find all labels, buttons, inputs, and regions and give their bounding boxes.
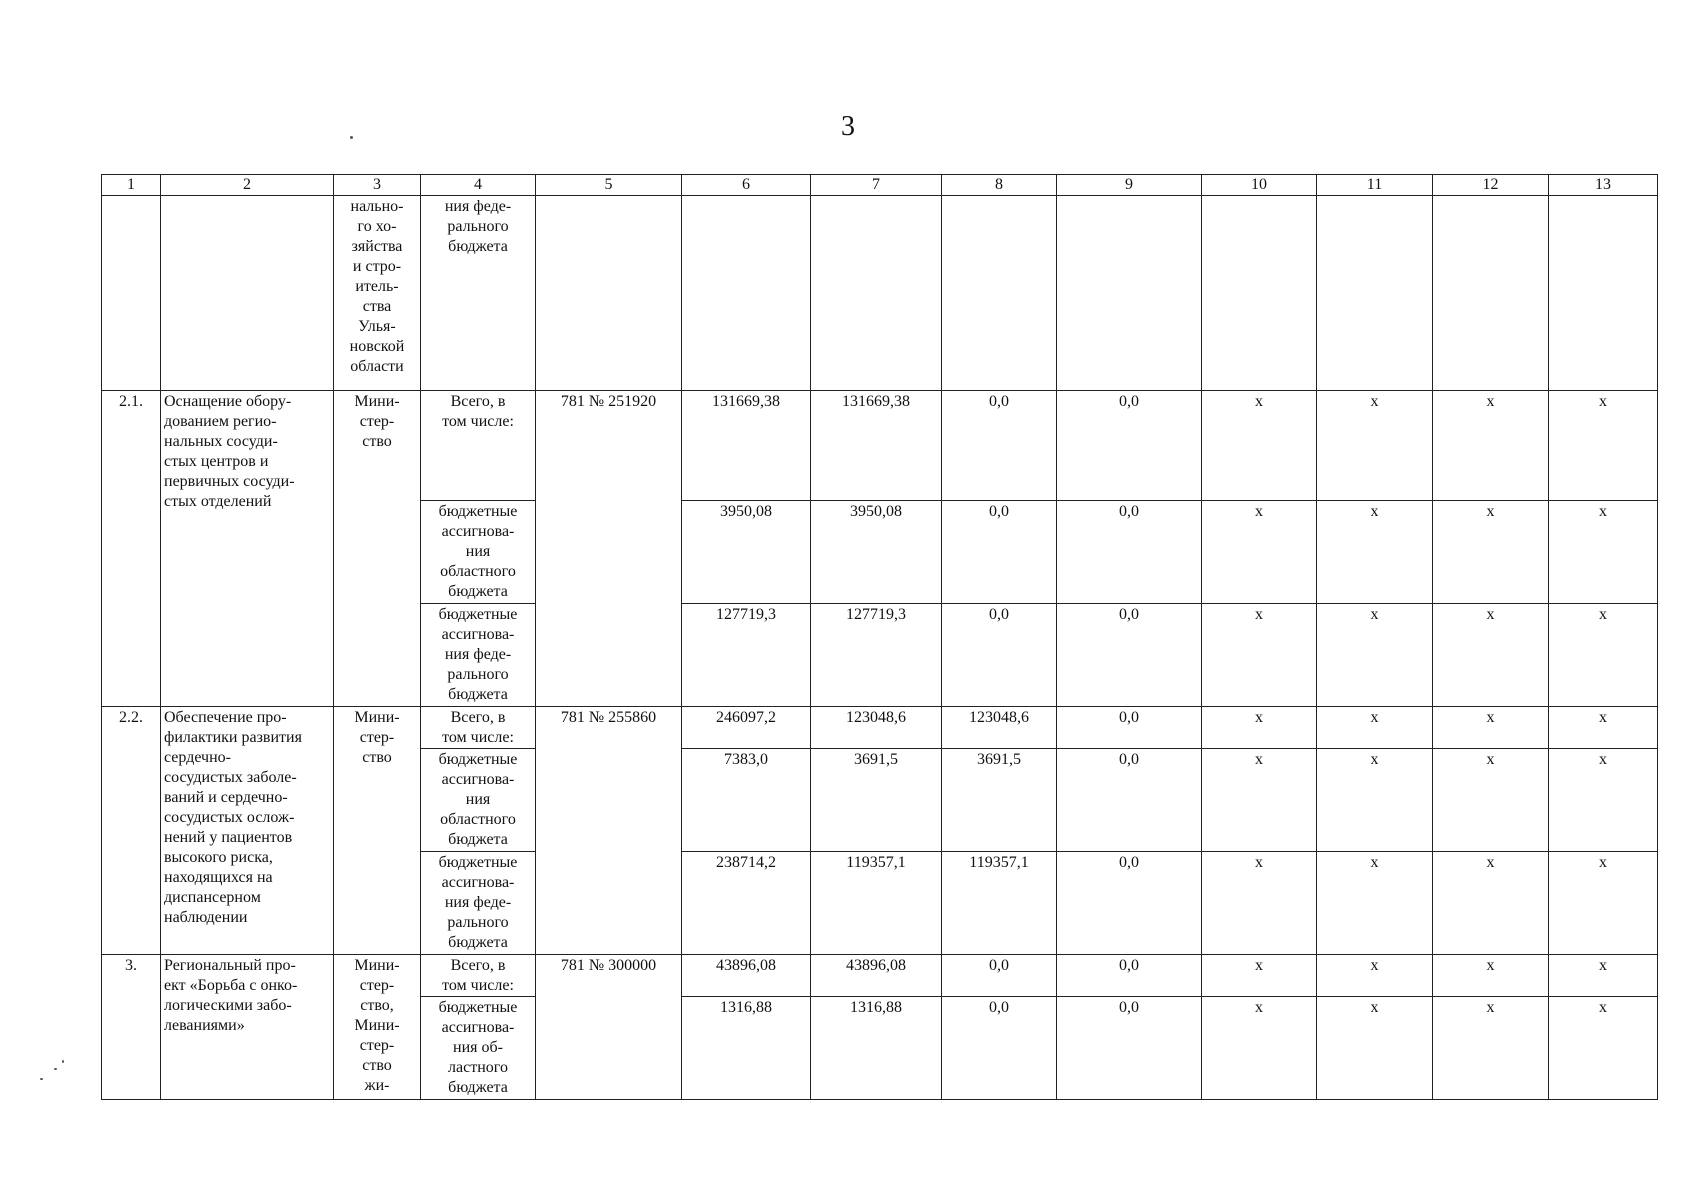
cell-text-line: ассигнова- xyxy=(441,1019,515,1036)
cell-text-line: ваний и сердечно- xyxy=(164,789,288,806)
cell-text-line: находящихся на xyxy=(164,869,273,886)
cell-text-line: стер- xyxy=(359,729,395,746)
mark-col13: x xyxy=(1549,749,1658,852)
cell-text-line: Всего, в xyxy=(450,393,506,410)
table-cell xyxy=(1057,196,1202,391)
mark-col13: x xyxy=(1549,391,1658,501)
value-col6: 238714,2 xyxy=(682,852,811,955)
page-number: 3 xyxy=(841,111,855,142)
cell-text-line: новской xyxy=(349,338,405,355)
col-header-2: 2 xyxy=(161,175,334,196)
cell-text-line: нальных сосуди- xyxy=(164,433,278,450)
mark-col11: x xyxy=(1317,749,1433,852)
budget-code: 781 № 300000 xyxy=(536,955,682,1100)
cell-text-line: Мини- xyxy=(354,957,400,974)
source-cell xyxy=(421,997,536,1100)
mark-col10: x xyxy=(1202,852,1317,955)
scan-speck xyxy=(62,1060,64,1063)
scan-speck xyxy=(40,1078,43,1080)
budget-code: 781 № 251920 xyxy=(536,391,682,707)
table-cell xyxy=(1202,196,1317,391)
mark-col10: x xyxy=(1202,391,1317,501)
value-col6: 7383,0 xyxy=(682,749,811,852)
cell-text-line: том числе: xyxy=(442,729,514,746)
item-name xyxy=(161,391,334,707)
item-number: 3. xyxy=(102,955,161,1100)
mark-col12: x xyxy=(1433,749,1549,852)
mark-col11: x xyxy=(1317,997,1433,1100)
source-cell xyxy=(421,852,536,955)
item-name xyxy=(161,707,334,955)
mark-col12: x xyxy=(1433,604,1549,707)
cell-text-line: Обеспечение про- xyxy=(164,709,287,726)
cell-text-line: бюджета xyxy=(448,583,508,600)
col-header-6: 6 xyxy=(682,175,811,196)
cell-text-line: рального xyxy=(447,218,509,235)
value-col8: 0,0 xyxy=(942,997,1057,1100)
mark-col12: x xyxy=(1433,707,1549,749)
value-col7: 123048,6 xyxy=(811,707,942,749)
cell-text-line: ния феде- xyxy=(444,198,512,215)
cell-text-line: ство xyxy=(362,1057,392,1074)
value-col9: 0,0 xyxy=(1057,852,1202,955)
cell-text-line: зяйства xyxy=(351,238,403,255)
cell-text-line: бюджета xyxy=(448,934,508,951)
cell-text-line: рального xyxy=(447,914,509,931)
table-cell xyxy=(942,196,1057,391)
cell-text-line: ния xyxy=(465,791,491,808)
cell-text-line: бюджетные xyxy=(438,854,518,871)
value-col9: 0,0 xyxy=(1057,501,1202,604)
cell-text-line: наблюдении xyxy=(164,909,248,926)
value-col8: 0,0 xyxy=(942,391,1057,501)
cell-text-line: сосудистых заболе- xyxy=(164,769,297,786)
col-header-13: 13 xyxy=(1549,175,1658,196)
mark-col10: x xyxy=(1202,955,1317,997)
mark-col10: x xyxy=(1202,501,1317,604)
cell-text-line: сосудистых ослож- xyxy=(164,809,295,826)
cell-text-line: ство, xyxy=(360,997,394,1014)
cell-text-line: бюджетные xyxy=(438,751,518,768)
cell-text-line: стер- xyxy=(359,977,395,994)
cell-text-line: Мини- xyxy=(354,709,400,726)
cell-text-line: итель- xyxy=(355,278,399,295)
mark-col10: x xyxy=(1202,997,1317,1100)
cell-text-line: бюджетные xyxy=(438,606,518,623)
mark-col13: x xyxy=(1549,997,1658,1100)
mark-col10: x xyxy=(1202,749,1317,852)
col-header-8: 8 xyxy=(942,175,1057,196)
cell-text-line: филактики развития xyxy=(164,729,302,746)
item-number: 2.1. xyxy=(102,391,161,707)
program-table xyxy=(101,174,1658,1100)
cell-text-line: ния об- xyxy=(453,1039,503,1056)
cell-text-line: диспансерном xyxy=(164,889,261,906)
executor-cell xyxy=(334,707,421,955)
cell-text-line: ластного xyxy=(448,1059,508,1076)
cell-text-line: бюджетные xyxy=(438,999,518,1016)
cell-text-line: Мини- xyxy=(354,393,400,410)
cell-text-line: сердечно- xyxy=(164,749,231,766)
value-col7: 131669,38 xyxy=(811,391,942,501)
mark-col10: x xyxy=(1202,604,1317,707)
cell-text-line: ство xyxy=(362,433,392,450)
col-header-10: 10 xyxy=(1202,175,1317,196)
value-col9: 0,0 xyxy=(1057,749,1202,852)
cell-text-line: бюджета xyxy=(448,238,508,255)
cell-text-line: ассигнова- xyxy=(441,523,515,540)
mark-col13: x xyxy=(1549,604,1658,707)
cell-text-line: стер- xyxy=(359,413,395,430)
value-col8: 3691,5 xyxy=(942,749,1057,852)
mark-col12: x xyxy=(1433,997,1549,1100)
cell-text-line: дованием регио- xyxy=(164,413,277,430)
cell-text-line: бюджетные xyxy=(438,503,518,520)
mark-col11: x xyxy=(1317,391,1433,501)
source-cell xyxy=(421,749,536,852)
col-header-5: 5 xyxy=(536,175,682,196)
cell-text-line: ния xyxy=(465,543,491,560)
mark-col13: x xyxy=(1549,852,1658,955)
source-cell xyxy=(421,501,536,604)
mark-col11: x xyxy=(1317,604,1433,707)
value-col6: 3950,08 xyxy=(682,501,811,604)
cell-text-line: Всего, в xyxy=(450,957,506,974)
carryover-row xyxy=(102,196,1658,391)
cell-text-line: ство xyxy=(362,749,392,766)
column-number-row xyxy=(102,175,1658,196)
value-col8: 0,0 xyxy=(942,501,1057,604)
value-col7: 43896,08 xyxy=(811,955,942,997)
mark-col12: x xyxy=(1433,852,1549,955)
source-cell xyxy=(421,707,536,749)
col-header-4: 4 xyxy=(421,175,536,196)
cell-text-line: ния феде- xyxy=(444,894,512,911)
scan-speck xyxy=(54,1068,57,1070)
cell-text-line: и стро- xyxy=(352,258,402,275)
value-col9: 0,0 xyxy=(1057,707,1202,749)
cell-text-line: леваниями» xyxy=(164,1017,245,1034)
mark-col11: x xyxy=(1317,955,1433,997)
table-cell xyxy=(1433,196,1549,391)
mark-col11: x xyxy=(1317,707,1433,749)
cell-text-line: Улья- xyxy=(358,318,396,335)
value-col8: 119357,1 xyxy=(942,852,1057,955)
value-col7: 119357,1 xyxy=(811,852,942,955)
cell-text-line: стых отделений xyxy=(164,493,272,510)
value-col8: 0,0 xyxy=(942,955,1057,997)
cell-text-line: области xyxy=(350,358,404,375)
cell-text-line: ект «Борьба с онко- xyxy=(164,977,298,994)
cell-text-line: го хо- xyxy=(357,218,397,235)
col-header-12: 12 xyxy=(1433,175,1549,196)
cell-text-line: первичных сосуди- xyxy=(164,473,295,490)
value-col6: 127719,3 xyxy=(682,604,811,707)
value-col8: 0,0 xyxy=(942,604,1057,707)
table-cell xyxy=(1317,196,1433,391)
value-col7: 127719,3 xyxy=(811,604,942,707)
table-cell xyxy=(161,196,334,391)
value-col9: 0,0 xyxy=(1057,391,1202,501)
budget-code: 781 № 255860 xyxy=(536,707,682,955)
cell-text-line: стер- xyxy=(359,1037,395,1054)
value-col9: 0,0 xyxy=(1057,604,1202,707)
cell-text-line: Оснащение обору- xyxy=(164,393,292,410)
cell-text-line: рального xyxy=(447,666,509,683)
cell-text-line: ассигнова- xyxy=(441,626,515,643)
col-header-1: 1 xyxy=(102,175,161,196)
source-cell xyxy=(421,391,536,501)
cell-text-line: том числе: xyxy=(442,977,514,994)
cell-text-line: нально- xyxy=(350,198,404,215)
table-row xyxy=(102,955,1658,997)
cell-text-line: областного xyxy=(440,563,516,580)
cell-text-line: областного xyxy=(440,811,516,828)
cell-text-line: ассигнова- xyxy=(441,771,515,788)
table-row xyxy=(102,391,1658,501)
item-name xyxy=(161,955,334,1100)
cell-text-line: бюджета xyxy=(448,831,508,848)
cell-text-line: нений у пациентов xyxy=(164,829,293,846)
col-header-9: 9 xyxy=(1057,175,1202,196)
col-header-3: 3 xyxy=(334,175,421,196)
value-col6: 246097,2 xyxy=(682,707,811,749)
executor-cell xyxy=(334,391,421,707)
value-col6: 1316,88 xyxy=(682,997,811,1100)
source-cell xyxy=(421,604,536,707)
source-cell xyxy=(421,955,536,997)
mark-col13: x xyxy=(1549,501,1658,604)
cell-text-line: стых центров и xyxy=(164,453,269,470)
value-col7: 3950,08 xyxy=(811,501,942,604)
cell-text-line: Мини- xyxy=(354,1017,400,1034)
cell-text-line: ния феде- xyxy=(444,646,512,663)
table-cell xyxy=(102,196,161,391)
cell-text-line: логическими забо- xyxy=(164,997,292,1014)
source-cell xyxy=(421,196,536,391)
mark-col13: x xyxy=(1549,955,1658,997)
mark-col12: x xyxy=(1433,501,1549,604)
cell-text-line: том числе: xyxy=(442,413,514,430)
value-col6: 131669,38 xyxy=(682,391,811,501)
mark-col13: x xyxy=(1549,707,1658,749)
executor-cell xyxy=(334,955,421,1100)
executor-cell xyxy=(334,196,421,391)
cell-text-line: ассигнова- xyxy=(441,874,515,891)
cell-text-line: жи- xyxy=(364,1077,390,1094)
cell-text-line: высокого риска, xyxy=(164,849,273,866)
value-col7: 1316,88 xyxy=(811,997,942,1100)
cell-text-line: Региональный про- xyxy=(164,957,296,974)
mark-col11: x xyxy=(1317,501,1433,604)
mark-col10: x xyxy=(1202,707,1317,749)
mark-col11: x xyxy=(1317,852,1433,955)
cell-text-line: ства xyxy=(362,298,392,315)
scan-speck xyxy=(350,136,353,139)
table-cell xyxy=(1549,196,1658,391)
value-col8: 123048,6 xyxy=(942,707,1057,749)
value-col9: 0,0 xyxy=(1057,997,1202,1100)
mark-col12: x xyxy=(1433,955,1549,997)
table-row xyxy=(102,707,1658,749)
cell-text-line: бюджета xyxy=(448,686,508,703)
item-number: 2.2. xyxy=(102,707,161,955)
col-header-11: 11 xyxy=(1317,175,1433,196)
cell-text-line: бюджета xyxy=(448,1079,508,1096)
table-cell xyxy=(536,196,682,391)
table-cell xyxy=(811,196,942,391)
value-col6: 43896,08 xyxy=(682,955,811,997)
col-header-7: 7 xyxy=(811,175,942,196)
value-col9: 0,0 xyxy=(1057,955,1202,997)
value-col7: 3691,5 xyxy=(811,749,942,852)
mark-col12: x xyxy=(1433,391,1549,501)
table-cell xyxy=(682,196,811,391)
cell-text-line: Всего, в xyxy=(450,709,506,726)
